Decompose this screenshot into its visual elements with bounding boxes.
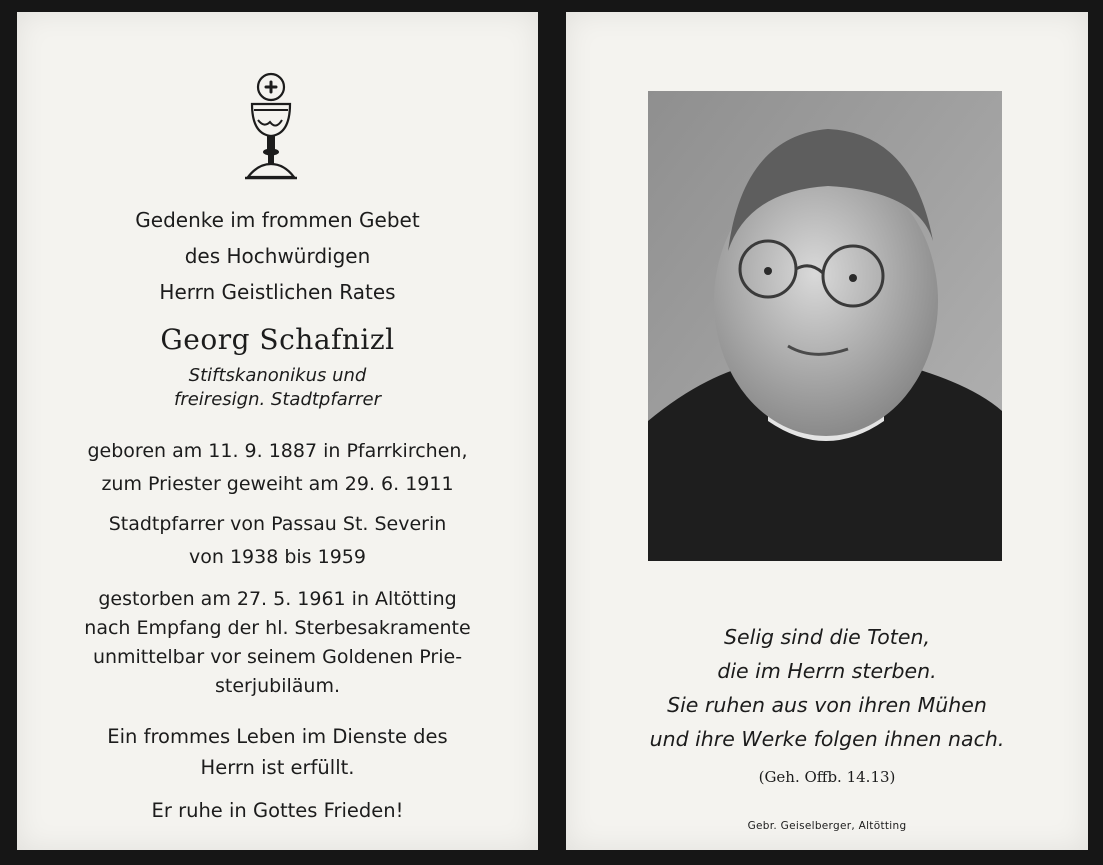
- intro-text: [17, 202, 538, 310]
- printer-credit: Gebr. Geiselberger, Altötting: [747, 820, 907, 832]
- verse-line: Selig sind die Toten,: [724, 625, 930, 649]
- death-info: [17, 585, 538, 701]
- portrait-photo: [648, 91, 1002, 561]
- right-card-page: [566, 12, 1088, 850]
- chalice-icon: [242, 70, 300, 182]
- life-statement: [17, 721, 538, 783]
- death-line: sterjubiläum.: [214, 675, 341, 697]
- ordination-line: zum Priester geweiht am 29. 6. 1911: [101, 473, 454, 495]
- verse-line: Sie ruhen aus von ihren Mühen: [667, 693, 987, 717]
- pastorate-years: von 1938 bis 1959: [189, 546, 366, 568]
- titles: [17, 364, 538, 412]
- death-line: nach Empfang der hl. Sterbesakramente: [84, 617, 471, 639]
- pastorate-info: [17, 508, 538, 574]
- life-line: Herrn ist erfüllt.: [200, 756, 355, 779]
- pastorate-line: Stadtpfarrer von Passau St. Severin: [108, 513, 447, 535]
- verse-line: und ihre Werke folgen ihnen nach.: [649, 727, 1005, 751]
- intro-line: Gedenke im frommen Gebet: [135, 208, 420, 232]
- left-card-page: [17, 12, 538, 850]
- verse-line: die im Herrn sterben.: [717, 659, 937, 683]
- deceased-name: Georg Schafnizl: [160, 323, 395, 356]
- birth-ordination-info: [17, 435, 538, 501]
- scripture-verse: [566, 620, 1088, 756]
- death-line: unmittelbar vor seinem Goldenen Prie-: [92, 646, 463, 668]
- death-line: gestorben am 27. 5. 1961 in Altötting: [98, 588, 457, 610]
- intro-line: des Hochwürdigen: [184, 244, 371, 268]
- verse-citation: (Geh. Offb. 14.13): [758, 768, 896, 786]
- closing-blessing: Er ruhe in Gottes Frieden!: [151, 799, 404, 822]
- birth-line: geboren am 11. 9. 1887 in Pfarrkirchen,: [87, 440, 468, 462]
- title-line: Stiftskanonikus und: [188, 365, 367, 386]
- life-line: Ein frommes Leben im Dienste des: [107, 725, 448, 748]
- title-line: freiresign. Stadtpfarrer: [173, 389, 381, 410]
- intro-line: Herrn Geistlichen Rates: [159, 280, 396, 304]
